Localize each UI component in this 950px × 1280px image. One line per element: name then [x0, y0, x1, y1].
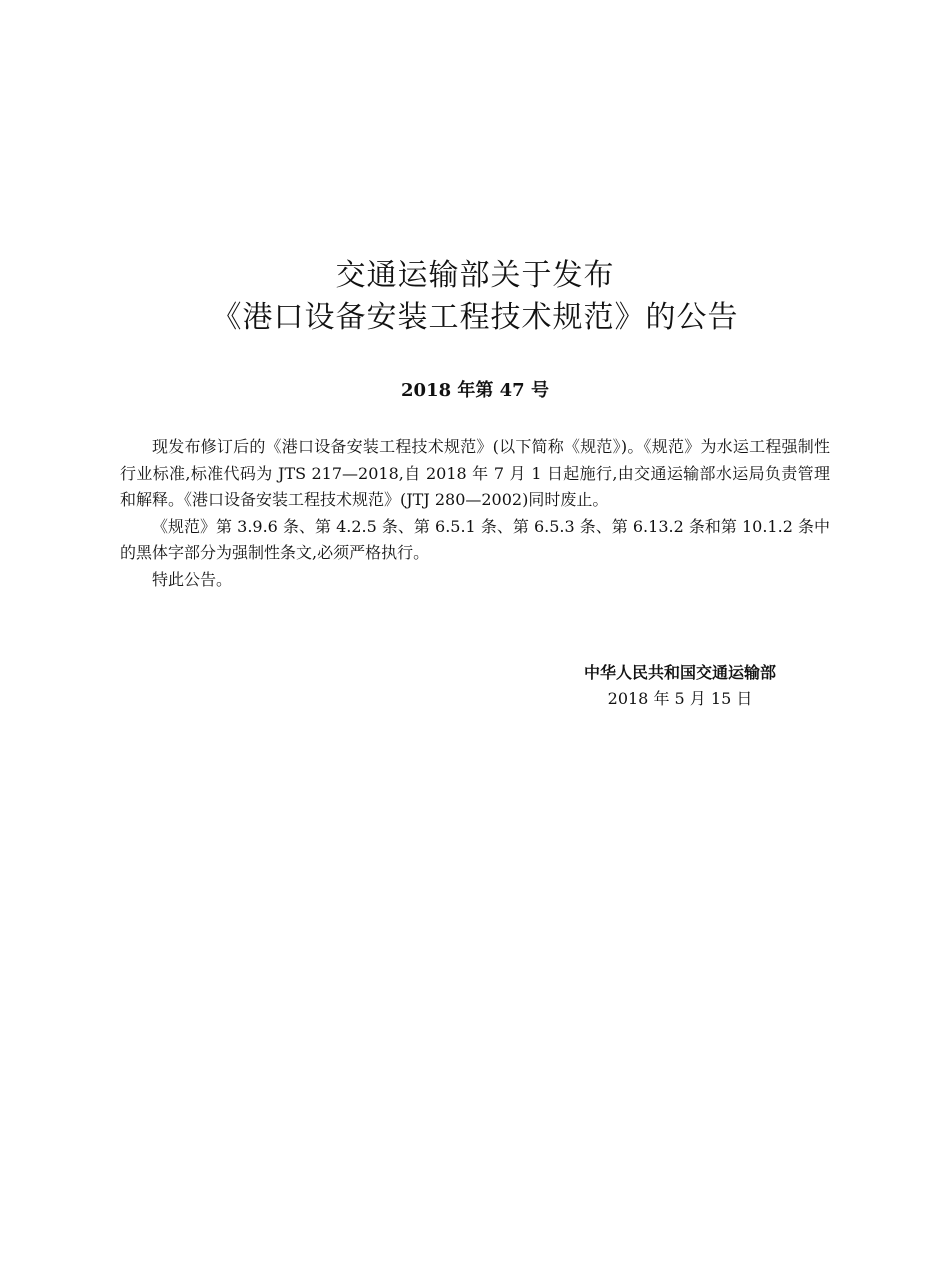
paragraph-3: 特此公告。: [152, 569, 233, 589]
paragraph-1: 现发布修订后的《港口设备安装工程技术规范》(以下简称《规范》)。《规范》为水运工程强制性行业标准,标准代码为 JTS 217—2018,自 2018 年 7 月 1 日起施行,由交通运输部水运局负责管理和解释。《港口设备安装工程技术规范》(JTJ 280—2002)同时废止。: [120, 437, 830, 509]
title-line-2: 《港口设备安装工程技术规范》的公告: [211, 300, 739, 335]
announcement-body: [120, 434, 830, 593]
paragraph-2: 《规范》第 3.9.6 条、第 4.2.5 条、第 6.5.1 条、第 6.5.3 条、第 6.13.2 条和第 10.1.2 条中的黑体字部分为强制性条文,必须严格执行。: [120, 516, 830, 562]
issue-date: 2018 年 5 月 15 日: [607, 689, 753, 708]
title-line-1: 交通运输部关于发布: [335, 258, 615, 293]
issue-number: 2018 年第 47 号: [401, 380, 549, 401]
issuing-organization: 中华人民共和国交通运输部: [583, 663, 776, 682]
